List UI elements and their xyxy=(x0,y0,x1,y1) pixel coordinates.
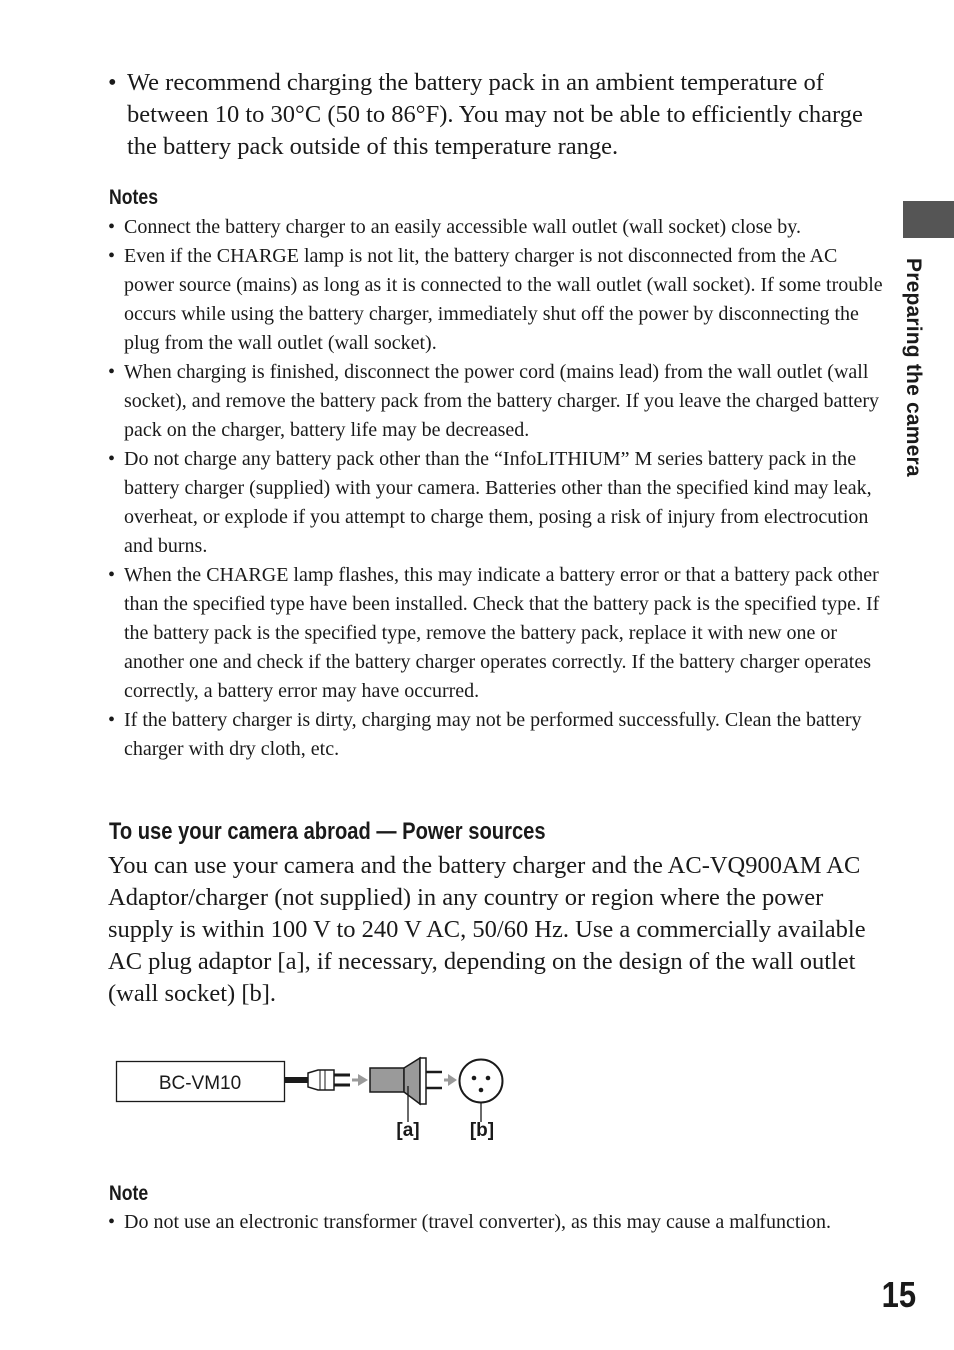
power-diagram xyxy=(112,1050,512,1145)
wall-outlet-b xyxy=(460,1060,503,1123)
intro-section xyxy=(108,67,888,163)
arrow-icon xyxy=(444,1074,457,1086)
note-item: • Do not charge any battery pack other than the “InfoLITHIUM” M series battery pack in the battery charger (supplied) with your camera. Batteries other than the specified kind may leak, overheat, or explode if you attempt to charge them, posing a risk of injury from electrocution and burns. xyxy=(108,445,884,561)
power-cord xyxy=(284,1070,350,1090)
notes-heading: Notes xyxy=(109,186,159,209)
side-tab-label: Preparing the camera xyxy=(902,258,925,477)
charger-label: BC-VM10 xyxy=(158,1073,242,1094)
note-heading: Note xyxy=(109,1182,149,1205)
section-tab-marker xyxy=(903,201,954,238)
note-item: • Do not use an electronic transformer (travel converter), as this may cause a malfunction. xyxy=(108,1208,888,1237)
abroad-heading: To use your camera abroad — Power sources xyxy=(109,818,546,845)
plug-adaptor-a xyxy=(370,1058,442,1122)
note-item: • Even if the CHARGE lamp is not lit, the battery charger is not disconnected from the AC power source (mains) as long as it is connected to the wall outlet (wall socket). If some trouble occurs while using the battery charger, immediately shut off the power by disconnecting the plug from the wall outlet (wall socket). xyxy=(108,242,884,358)
note-item: • Connect the battery charger to an easily accessible wall outlet (wall socket) close by. xyxy=(108,213,884,242)
note-item: • If the battery charger is dirty, charging may not be performed successfully. Clean the battery charger with dry cloth, etc. xyxy=(108,706,884,764)
note-item: • When charging is finished, disconnect the power cord (mains lead) from the wall outlet (wall socket), and remove the battery pack from the battery charger. If you leave the charged battery pack on the charger, battery life may be decreased. xyxy=(108,358,884,445)
page-number: 15 xyxy=(881,1274,916,1315)
abroad-paragraph: You can use your camera and the battery charger and the AC-VQ900AM AC Adaptor/charger (not supplied) in any country or region where the power supply is within 100 V to 240 V AC, 50/60 Hz. Use a commercially available AC plug adaptor [a], if necessary, depending on the design of the wall outlet (wall socket) [b]. xyxy=(108,852,866,1007)
notes-list xyxy=(108,213,884,764)
intro-bullet: • We recommend charging the battery pack in an ambient temperature of between 10 to 30°C (50 to 86°F). You may not be able to efficiently charge the battery pack outside of this temperature range. xyxy=(108,67,888,163)
label-a: [a] xyxy=(396,1120,420,1141)
note-item: • When the CHARGE lamp flashes, this may indicate a battery error or that a battery pack other than the specified type have been installed. Check that the battery pack is the specified type. If the battery pack is the specified type, remove the battery pack, replace it with new one or another one and check if the battery charger operates correctly. If the battery charger operates correctly, a battery error may have occurred. xyxy=(108,561,884,706)
note-section xyxy=(108,1208,888,1237)
arrow-icon xyxy=(352,1074,368,1086)
label-b: [b] xyxy=(469,1120,495,1141)
